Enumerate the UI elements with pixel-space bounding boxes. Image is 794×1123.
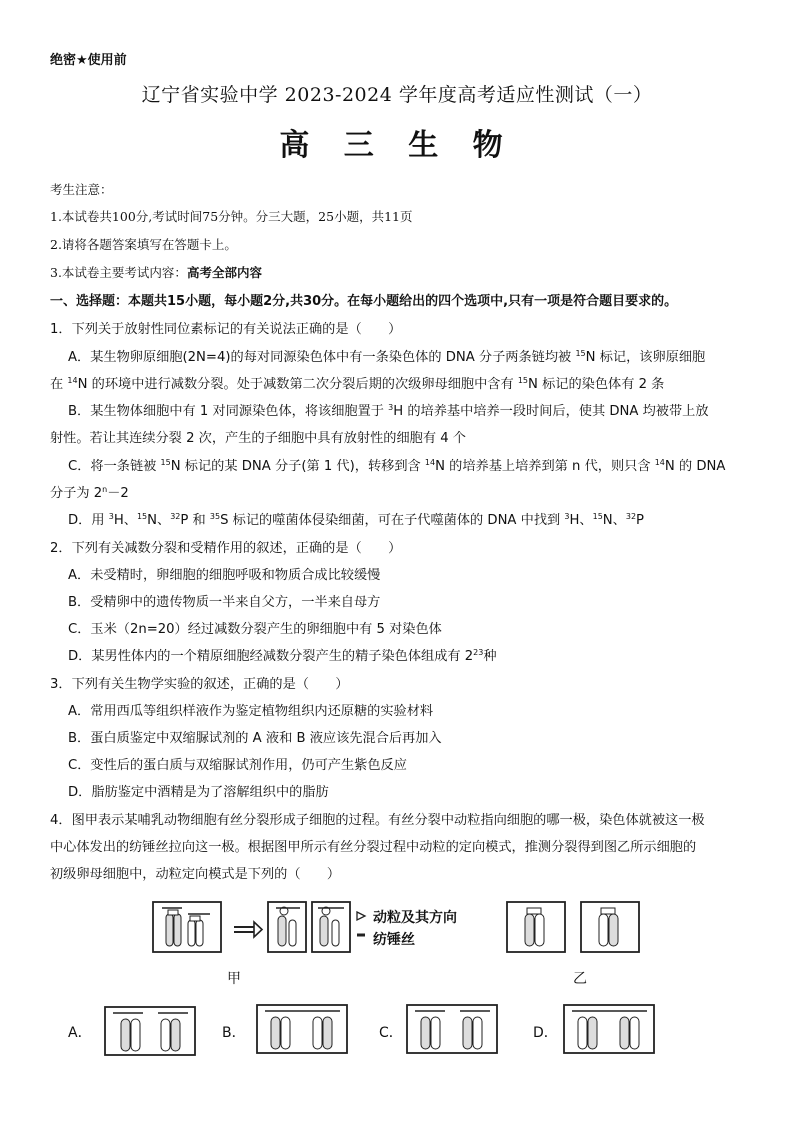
q3-option-b: B．蛋白质鉴定中双缩脲试剂的 A 液和 B 液应该先混合后再加入: [68, 731, 442, 746]
note-1: 1.本试卷共100分,考试时间75分钟。分三大题，25小题，共11页: [50, 209, 413, 224]
notes-heading: 考生注意：: [50, 182, 113, 197]
q1-option-c-cont: 分子为 $2^n-2$: [50, 485, 129, 501]
q2-option-a: A．未受精时，卵细胞的细胞呼吸和物质合成比较缓慢: [68, 568, 381, 583]
q1-option-c: C．将一条链被 $^{15}$N 标记的某 DNA 分子(第 1 代)，转移到含 $^{14}$N 的培养基上培养到第 n 代，则只含 $^{14}$N 的 DNA: [68, 458, 726, 474]
q4-option-a-diagram: [103, 1005, 198, 1057]
q4-option-a-label: A．: [68, 1025, 92, 1041]
arrow-right-icon: [234, 922, 262, 937]
q1-option-a: A．某生物卵原细胞(2N=4)的每对同源染色体中有一条染色体的 DNA 分子两条链均被 $^{15}$N 标记，该卵原细胞: [68, 349, 706, 365]
confidential-mark: 绝密★使用前: [50, 53, 127, 68]
q1-option-b: B．某生物体细胞中有 1 对同源染色体，将该细胞置于 $^3$H 的培养基中培养一段时间后，使其 DNA 均被带上放: [68, 403, 709, 419]
q3-stem: 3．下列有关生物学实验的叙述，正确的是（ ）: [50, 677, 349, 692]
legend-kinetochore-label: 动粒及其方向: [373, 910, 457, 926]
q2-stem: 2．下列有关减数分裂和受精作用的叙述，正确的是（ ）: [50, 541, 402, 556]
q1-option-b-cont: 射性。若让其连续分裂 2 次，产生的子细胞中具有放射性的细胞有 4 个: [50, 431, 466, 446]
q2-option-b: B．受精卵中的遗传物质一半来自父方，一半来自母方: [68, 595, 381, 610]
subject-title: 高 三 生 物: [279, 128, 515, 163]
q4-stem-line-1: 4．图甲表示某哺乳动物细胞有丝分裂形成子细胞的过程。有丝分裂中动粒指向细胞的哪一极，染色体就被这一极: [50, 813, 705, 828]
figure-yi-label: 乙: [573, 971, 587, 987]
q4-option-b-diagram: [255, 1003, 350, 1055]
legend-spindle-label: 纺锤丝: [373, 932, 415, 948]
q4-option-d-label: D．: [533, 1025, 558, 1041]
q4-option-d-diagram: [562, 1003, 657, 1055]
q3-option-d: D．脂肪鉴定中酒精是为了溶解组织中的脂肪: [68, 785, 329, 800]
q3-option-a: A．常用西瓜等组织样液作为鉴定植物组织内还原糖的实验材料: [68, 704, 434, 719]
q4-option-b-label: B．: [222, 1025, 246, 1041]
q1-option-a-cont: 在 $^{14}$N 的环境中进行减数分裂。处于减数第二次分裂后期的次级卵母细胞中含有 $^{15}$N 标记的染色体有 2 条: [50, 376, 665, 392]
q4-option-c-label: C．: [379, 1025, 403, 1041]
q2-option-c: C．玉米（2n=20）经过减数分裂产生的卵细胞中有 5 对染色体: [68, 622, 442, 637]
exam-title: 辽宁省实验中学 2023-2024 学年度高考适应性测试（一）: [141, 84, 653, 106]
kinetochore-legend-icon: [357, 912, 365, 920]
note-3: 3.本试卷主要考试内容：高考全部内容: [50, 265, 262, 280]
figure-yi: [505, 900, 645, 956]
figure-jia-label: 甲: [227, 971, 241, 987]
q1-stem: 1．下列关于放射性同位素标记的有关说法正确的是（ ）: [50, 322, 402, 337]
q3-option-c: C．变性后的蛋白质与双缩脲试剂作用，仍可产生紫色反应: [68, 758, 407, 773]
note-2: 2.请将各题答案填写在答题卡上。: [50, 237, 237, 252]
section-heading: 一、选择题：本题共15小题，每小题2分,共30分。在每小题给出的四个选项中,只有一项是符合题目要求的。: [50, 294, 678, 309]
q2-option-d: D．某男性体内的一个精原细胞经减数分裂产生的精子染色体组成有 $2^{23}$种: [68, 648, 497, 664]
q4-stem-line-3: 初级卵母细胞中，动粒定向模式是下列的（ ）: [50, 867, 341, 882]
q4-stem-line-2: 中心体发出的纺锤丝拉向这一极。根据图甲所示有丝分裂过程中动粒的定向模式，推测分裂得到图乙所示细胞的: [50, 840, 697, 855]
q1-option-d: D．用 $^3$H、$^{15}$N、$^{32}$P 和 $^{35}$S 标记的噬菌体侵染细菌，可在子代噬菌体的 DNA 中找到 $^3$H、$^{15}$N、$^{32}$P: [68, 512, 644, 528]
q4-option-c-diagram: [405, 1003, 500, 1055]
